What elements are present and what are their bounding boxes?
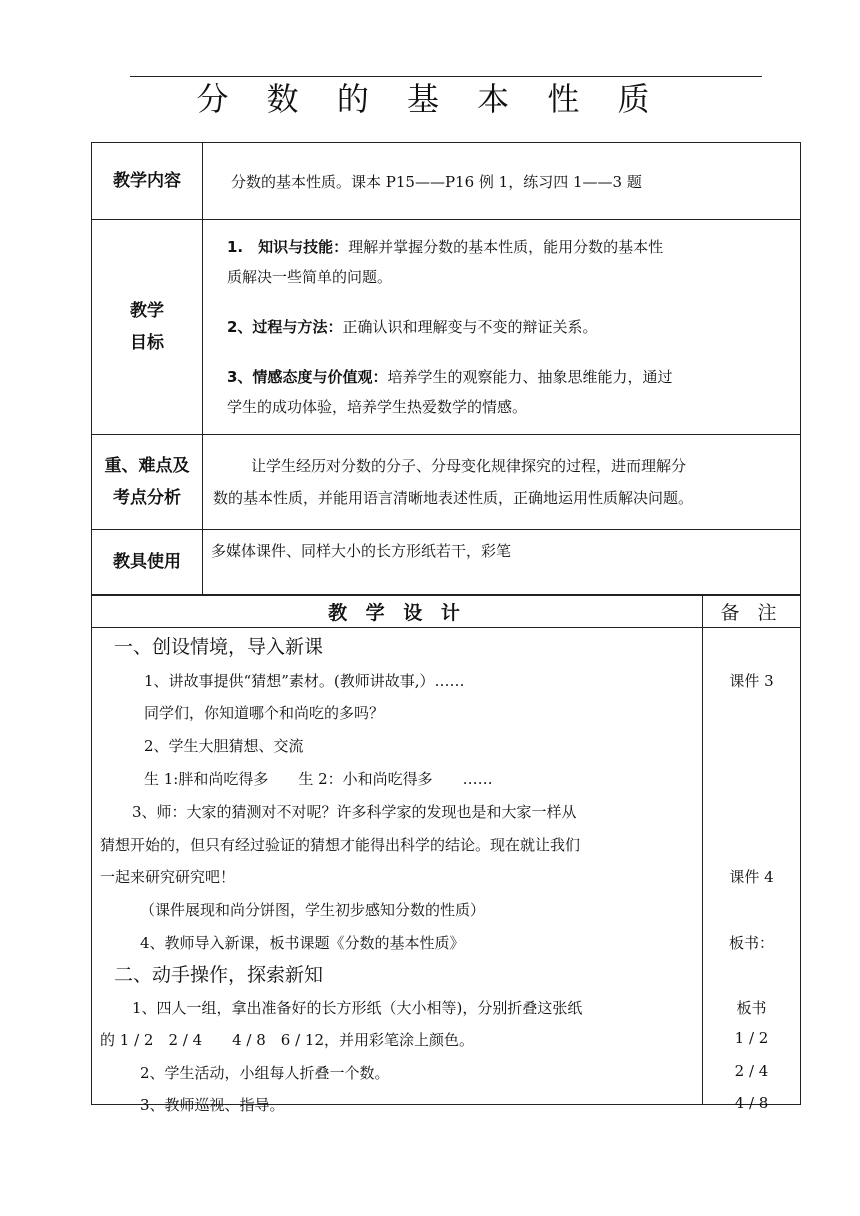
- note-item: 课件 3: [729, 672, 774, 690]
- key-points-label-line: 考点分析: [113, 488, 181, 508]
- note-item: 课件 4: [729, 868, 774, 886]
- objectives-value: [203, 220, 801, 435]
- objective-head: 2、过程与方法：: [227, 318, 343, 336]
- design-line: 1、四人一组，拿出准备好的长方形纸（大小相等)，分别折叠这张纸: [132, 999, 583, 1017]
- design-line: 的 1 / 2 2 / 4 4 / 8 6 / 12，并用彩笔涂上颜色。: [100, 1031, 475, 1049]
- section-heading: 一、创设情境，导入新课: [114, 636, 324, 658]
- objectives-label-line: 目标: [130, 333, 164, 353]
- key-points-row: [92, 435, 801, 530]
- design-line: 猜想开始的，但只有经过验证的猜想才能得出科学的结论。现在就让我们: [100, 836, 581, 854]
- content-value: [203, 143, 801, 220]
- design-line: 3、教师巡视、指导。: [140, 1096, 285, 1114]
- objectives-row: [92, 220, 801, 435]
- design-body-row: [92, 628, 801, 1105]
- design-line: 同学们，你知道哪个和尚吃的多吗？: [144, 704, 385, 722]
- tools-value: [203, 530, 801, 595]
- objective-text: 培养学生的观察能力、抽象思维能力，通过: [387, 368, 673, 386]
- objectives-label: [92, 220, 203, 435]
- objective-text: 学生的成功体验，培养学生热爱数学的情感。: [227, 398, 528, 416]
- lesson-info-table: [91, 142, 801, 595]
- key-points-text: 让学生经历对分数的分子、分母变化规律探究的过程，进而理解分: [251, 457, 687, 475]
- objective-text: 质解决一些简单的问题。: [227, 268, 393, 286]
- design-table: [91, 595, 801, 1114]
- section-heading: 二、动手操作，探索新知: [114, 964, 324, 986]
- key-points-value: [203, 435, 801, 530]
- objective-item: [227, 312, 792, 342]
- design-line: 一起来研究研究吧！: [100, 868, 236, 886]
- key-points-text: 数的基本性质，并能用语言清晰地表述性质，正确地运用性质解决问题。: [213, 489, 694, 507]
- note-item: 板书：: [728, 934, 774, 952]
- page-title: 分 数 的 基 本 性 质: [196, 80, 664, 118]
- design-line: 3、师：大家的猜测对不对呢？许多科学家的发现也是和大家一样从: [132, 803, 577, 821]
- design-header-row: [92, 596, 801, 628]
- design-line: （课件展现和尚分饼图，学生初步感知分数的性质）: [140, 901, 486, 919]
- objectives-label-line: 教学: [130, 301, 164, 321]
- note-item: 板书: [736, 999, 767, 1017]
- content-row: [92, 143, 801, 220]
- objective-head: 3、情感态度与价值观：: [227, 368, 388, 386]
- objective-head: 1. 知识与技能：: [227, 238, 349, 256]
- note-item: 4 / 8: [734, 1094, 769, 1112]
- design-line: 4、教师导入新课，板书课题《分数的基本性质》: [140, 934, 465, 952]
- content-text: 分数的基本性质。课本 P15——P16 例 1，练习四 1——3 题: [231, 172, 642, 191]
- tools-text: 多媒体课件、同样大小的长方形纸若干，彩笔: [211, 542, 512, 560]
- notes-header: 备 注: [703, 596, 801, 628]
- note-item: 1 / 2: [734, 1029, 769, 1047]
- objective-text: 理解并掌握分数的基本性质，能用分数的基本性: [348, 238, 664, 256]
- design-content: [92, 628, 703, 1114]
- tools-label: 教具使用: [92, 530, 203, 595]
- design-line: 1、讲故事提供“猜想”素材。(教师讲故事,）……: [144, 672, 465, 690]
- objective-item: [227, 232, 792, 262]
- design-header: 教 学 设 计: [92, 596, 703, 628]
- key-points-label: [92, 435, 203, 530]
- design-line: 2、学生活动，小组每人折叠一个数。: [140, 1064, 390, 1082]
- objective-item: [227, 362, 792, 392]
- content-label: 教学内容: [92, 143, 203, 220]
- notes-content: [703, 628, 801, 1112]
- objective-text: 正确认识和理解变与不变的辩证关系。: [342, 318, 598, 336]
- design-line: 2、学生大胆猜想、交流: [144, 737, 304, 755]
- note-item: 2 / 4: [734, 1062, 769, 1080]
- key-points-label-line: 重、难点及: [104, 456, 190, 476]
- tools-row: [92, 530, 801, 595]
- design-line: 生 1:胖和尚吃得多 生 2：小和尚吃得多 ……: [144, 770, 493, 788]
